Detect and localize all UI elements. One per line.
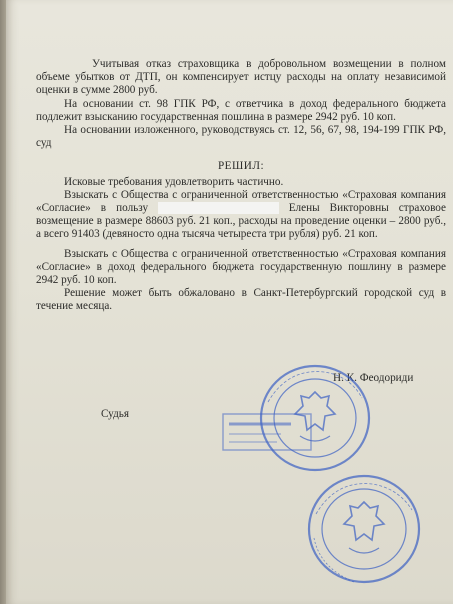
paragraph-duty-basis: На основании ст. 98 ГПК РФ, с ответчика в доход федерального бюджета подлежит взысканию государственная пошлина в размере 2942 руб. 10 коп.	[36, 97, 446, 123]
document-body	[36, 58, 446, 314]
paragraph-compensation: Учитывая отказ страховщика в добровольном возмещении в полном объеме убытков от ДТП, он компенсирует истцу расходы на оплату независимой оценки в сумме 2800 руб.	[36, 58, 446, 97]
paragraph-appeal: Решение может быть обжаловано в Санкт-Петербургский городской суд в течение месяца.	[36, 287, 446, 313]
award-text-start: Взыскать с Общества с ограниченной ответственностью «Страховая компания «Согласие» в пользу	[36, 188, 446, 215]
award-text-end: Елены Викторовны страховое возмещение в размере 88603 руб. 21 коп., расходы на проведение оценки – 2800 руб., а всего 91403 (девяносто одна тысяча четыреста три рубля) руб. 21 коп.	[36, 202, 446, 241]
rectangular-stamp	[221, 412, 313, 452]
paragraph-legal-basis: На основании изложенного, руководствуясь ст. 12, 56, 67, 98, 194-199 ГПК РФ, суд	[36, 124, 446, 150]
judge-name: Н. К. Феодориди	[333, 372, 414, 384]
redacted-name	[158, 202, 278, 214]
court-seal-lower	[304, 472, 424, 586]
document-page	[6, 0, 453, 604]
paragraph-claims-granted: Исковые требования удовлетворить частично.	[64, 175, 284, 188]
paragraph-award	[36, 189, 446, 242]
judge-label: Судья	[101, 408, 130, 420]
decision-heading: РЕШИЛ:	[217, 160, 265, 173]
paragraph-state-duty: Взыскать с Общества с ограниченной ответственностью «Страховая компания «Согласие» в доход федерального бюджета государственную пошлину в размере 2942 руб. 10 коп.	[36, 247, 446, 287]
